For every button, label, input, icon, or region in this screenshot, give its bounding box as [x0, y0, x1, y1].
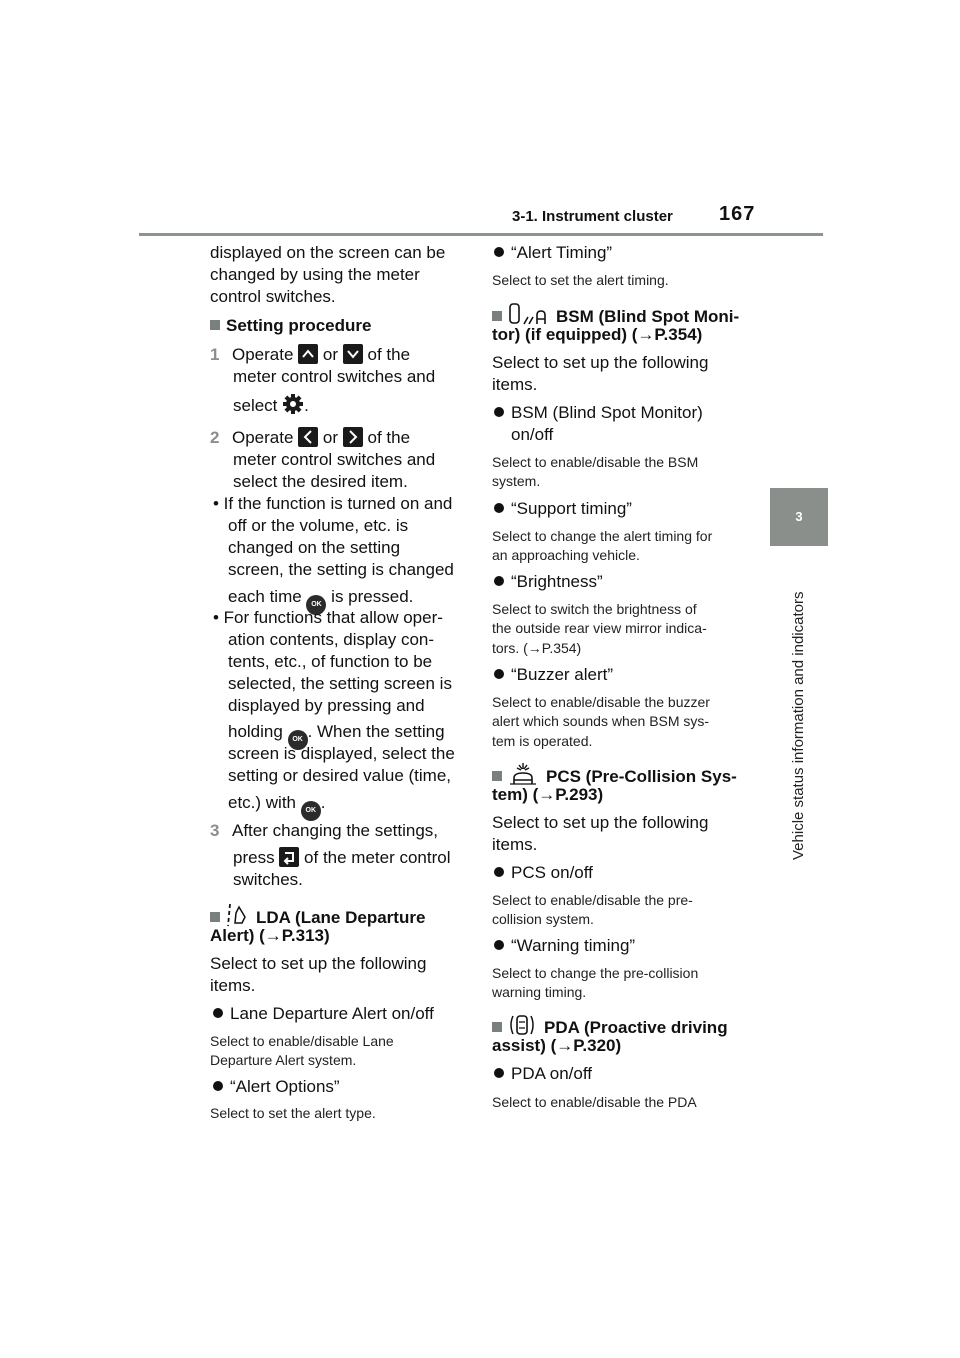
- square-bullet-icon: [210, 912, 220, 922]
- intro-line: displayed on the screen can be: [210, 243, 446, 262]
- lda-item-desc: Select to set the alert type.: [210, 1105, 376, 1121]
- note-line: [228, 792, 326, 821]
- bsm-intro: Select to set up the following: [492, 353, 709, 372]
- item-text: “Support timing”: [511, 499, 632, 518]
- note-line: selected, the setting screen is: [228, 674, 452, 693]
- step-number: 3: [210, 821, 220, 840]
- bsm-item-desc: system.: [492, 473, 541, 489]
- step-text: Operate: [232, 428, 294, 447]
- bullet-icon: [494, 407, 504, 417]
- chapter-title: Vehicle status information and indicators: [790, 591, 807, 860]
- step-3-line: switches.: [233, 870, 303, 889]
- intro-line: control switches.: [210, 287, 336, 306]
- pcs-item-desc: collision system.: [492, 911, 594, 927]
- bsm-item-desc: an approaching vehicle.: [492, 547, 640, 563]
- bsm-item-desc: Select to change the alert timing for: [492, 528, 713, 544]
- step-3-line: [233, 847, 451, 869]
- note-line: tents, etc., of function to be: [228, 652, 433, 671]
- step-1-line: meter control switches and: [233, 367, 436, 386]
- back-button-icon: [279, 847, 299, 867]
- bullet-icon: [494, 576, 504, 586]
- left-arrow-button-icon: [298, 427, 318, 447]
- pcs-item: [494, 862, 593, 884]
- step-number: 2: [210, 428, 220, 447]
- note-text: .: [320, 793, 326, 812]
- bullet-icon: [494, 503, 504, 513]
- setting-procedure-heading: [210, 315, 371, 337]
- step-number: 1: [210, 345, 220, 364]
- step-text: of the: [367, 428, 411, 447]
- step-text: select: [233, 396, 278, 415]
- bsm-item-desc: Select to enable/disable the BSM: [492, 454, 699, 470]
- intro-line: changed by using the meter: [210, 265, 420, 284]
- lda-item-desc: Departure Alert system.: [210, 1052, 357, 1068]
- header-rule: [139, 233, 823, 236]
- step-text: .: [304, 396, 309, 415]
- pda-heading-line: assist) (→P.320): [492, 1036, 622, 1055]
- bsm-item-desc: Select to enable/disable the buzzer: [492, 694, 710, 710]
- lda-heading-line: Alert) (→P.313): [210, 926, 330, 945]
- step-1: [210, 344, 410, 366]
- step-2-line: select the desired item.: [233, 472, 408, 491]
- item-text: “Alert Options”: [230, 1077, 340, 1096]
- note-line: screen, the setting is changed: [228, 560, 454, 579]
- bullet-icon: [494, 247, 504, 257]
- pcs-item-desc: warning timing.: [492, 984, 587, 1000]
- heading-text: Setting procedure: [226, 316, 372, 335]
- note-text: is pressed.: [331, 587, 414, 606]
- step-3: [210, 820, 438, 842]
- note-line: off or the volume, etc. is: [228, 516, 409, 535]
- item-text: BSM (Blind Spot Monitor): [511, 403, 703, 422]
- bullet-icon: [213, 1081, 223, 1091]
- bsm-item-desc: Select to switch the brightness of: [492, 601, 697, 617]
- pcs-heading-line: tem) (→P.293): [492, 785, 604, 804]
- note-text: each time: [228, 587, 302, 606]
- bullet-icon: [494, 1068, 504, 1078]
- bullet-icon: [213, 1008, 223, 1018]
- item-text: “Warning timing”: [511, 936, 636, 955]
- ok-button-icon: OK: [288, 730, 308, 750]
- square-bullet-icon: [210, 320, 220, 330]
- step-text: of the meter control: [304, 848, 451, 867]
- at-desc: Select to set the alert timing.: [492, 272, 669, 288]
- pcs-item: [494, 935, 635, 957]
- item-text: PDA on/off: [511, 1064, 592, 1083]
- bsm-intro: items.: [492, 375, 538, 394]
- step-text: Operate: [232, 345, 294, 364]
- square-bullet-icon: [492, 1022, 502, 1032]
- lda-intro: items.: [210, 976, 256, 995]
- heading-text: PDA (Proactive driving: [544, 1018, 728, 1037]
- chapter-tab: 3: [770, 488, 828, 546]
- step-text: of the: [367, 345, 411, 364]
- step-text: or: [322, 345, 339, 364]
- gear-icon: [282, 393, 304, 421]
- note-line: • For functions that allow oper-: [213, 608, 443, 627]
- note-text: etc.) with: [228, 793, 297, 812]
- item-text: “Brightness”: [511, 572, 603, 591]
- heading-text: LDA (Lane Departure: [256, 908, 426, 927]
- pcs-intro: Select to set up the following: [492, 813, 709, 832]
- heading-text: BSM (Blind Spot Moni-: [556, 307, 740, 326]
- bsm-item-desc: the outside rear view mirror indica-: [492, 620, 707, 636]
- bullet-icon: [494, 669, 504, 679]
- step-text: press: [233, 848, 275, 867]
- page-number: 167: [719, 203, 756, 225]
- bsm-item-desc: tem is operated.: [492, 733, 593, 749]
- item-text: “Alert Timing”: [511, 243, 613, 262]
- pda-item: [494, 1063, 592, 1085]
- step-text: or: [322, 428, 339, 447]
- ok-button-icon: OK: [301, 801, 321, 821]
- bsm-item: [494, 498, 632, 520]
- note-line: changed on the setting: [228, 538, 401, 557]
- note-line: screen is displayed, select the: [228, 744, 455, 763]
- pda-item-desc: Select to enable/disable the PDA: [492, 1094, 697, 1110]
- pcs-item-desc: Select to enable/disable the pre-: [492, 892, 693, 908]
- square-bullet-icon: [492, 771, 502, 781]
- item-text: PCS on/off: [511, 863, 593, 882]
- heading-text: PCS (Pre-Collision Sys-: [546, 767, 737, 786]
- note-line: setting or desired value (time,: [228, 766, 451, 785]
- bsm-item: [494, 402, 703, 424]
- pcs-intro: items.: [492, 835, 538, 854]
- step-text: After changing the settings,: [232, 821, 439, 840]
- note-text: . When the setting: [307, 722, 445, 741]
- lda-item-desc: Select to enable/disable Lane: [210, 1033, 394, 1049]
- up-arrow-button-icon: [298, 344, 318, 364]
- lda-item: [213, 1003, 434, 1025]
- step-2: [210, 427, 410, 449]
- step-2-line: meter control switches and: [233, 450, 436, 469]
- step-1-line: [233, 393, 309, 421]
- bullet-icon: [494, 940, 504, 950]
- square-bullet-icon: [492, 311, 502, 321]
- at-item: [494, 242, 612, 264]
- note-text: holding: [228, 722, 283, 741]
- item-text: “Buzzer alert”: [511, 665, 614, 684]
- note-line: • If the function is turned on and: [213, 494, 453, 513]
- bullet-icon: [494, 867, 504, 877]
- right-arrow-button-icon: [343, 427, 363, 447]
- bsm-item: [494, 664, 613, 686]
- lda-intro: Select to set up the following: [210, 954, 427, 973]
- bsm-heading-line: tor) (if equipped) (→P.354): [492, 325, 703, 344]
- bsm-item-desc: alert which sounds when BSM sys-: [492, 713, 710, 729]
- section-title: 3-1. Instrument cluster: [512, 208, 673, 225]
- down-arrow-button-icon: [343, 344, 363, 364]
- bsm-item-line: on/off: [511, 425, 554, 444]
- note-line: ation contents, display con-: [228, 630, 435, 649]
- item-text: Lane Departure Alert on/off: [230, 1004, 434, 1023]
- pcs-item-desc: Select to change the pre-collision: [492, 965, 699, 981]
- lda-item: [213, 1076, 340, 1098]
- bsm-item: [494, 571, 603, 593]
- ok-button-icon: OK: [306, 595, 326, 615]
- note-line: displayed by pressing and: [228, 696, 425, 715]
- bsm-item-desc: tors. (→P.354): [492, 640, 582, 656]
